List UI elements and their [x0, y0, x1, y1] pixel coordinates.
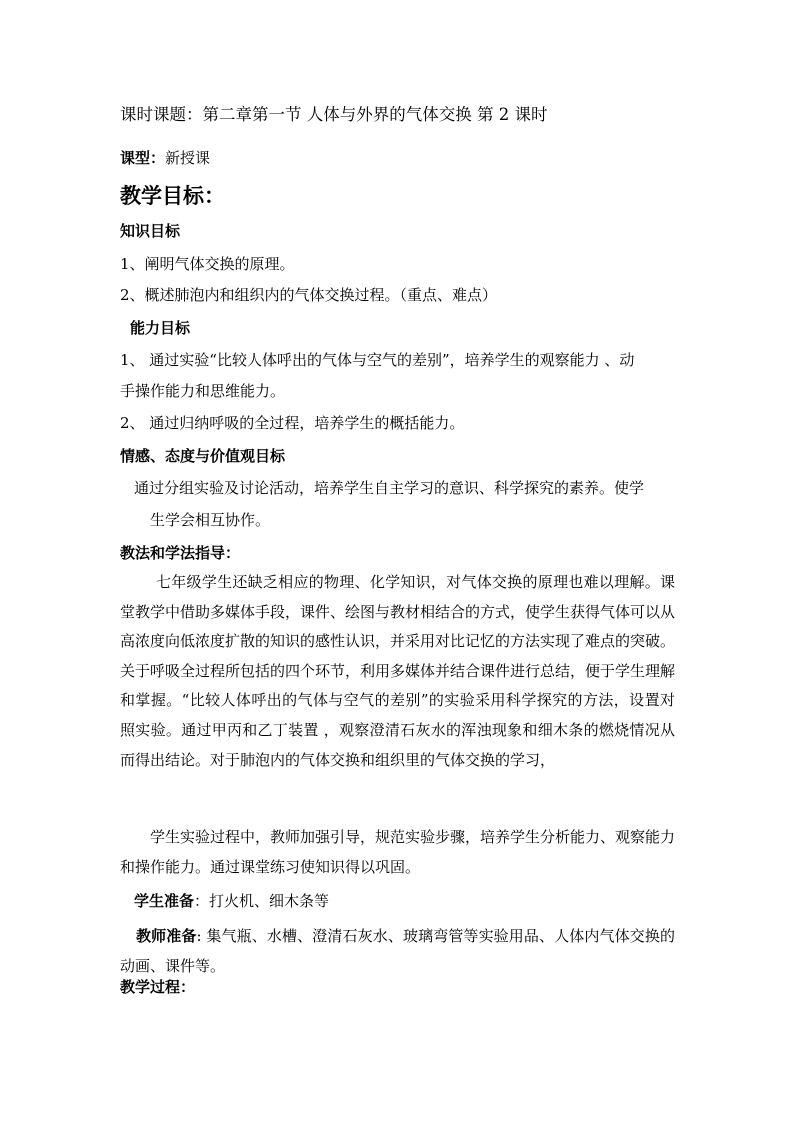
objectives-heading: 教学目标：	[120, 184, 225, 208]
ability-item-2: 2、 通过归纳呼吸的全过程，培养学生的概括能力。	[120, 414, 465, 432]
emotion-heading: 情感、态度与价值观目标	[120, 447, 286, 465]
lesson-type-value: 新授课	[165, 149, 211, 167]
teacher-prep-label: 教师准备	[136, 927, 197, 945]
student-prep	[134, 891, 329, 911]
knowledge-heading: 知识目标	[120, 222, 181, 240]
emotion-line-1: 通过分组实验及讨论活动，培养学生自主学习的意识、科学探究的素养。使学	[134, 479, 645, 497]
method-paragraph-2: 学生实验过程中，教师加强引导，规范实验步骤，培养学生分析能力、观察能力和操作能力。通过课堂练习使知识得以巩固。	[120, 828, 676, 876]
teacher-prep-text: : 集气瓶、水槽、澄清石灰水、玻璃弯管等实验用品、人体内气体交换的动画、课件等。	[120, 927, 675, 975]
student-prep-text: ：打火机、细木条等	[194, 892, 330, 910]
lesson-title: 课时课题：第二章第一节 人体与外界的气体交换 第 2 课时	[120, 105, 548, 124]
lesson-type	[120, 148, 210, 168]
student-prep-label: 学生准备	[134, 892, 195, 910]
method-heading: 教法和学法指导：	[120, 544, 241, 562]
knowledge-item-1: 1、阐明气体交换的原理。	[120, 255, 295, 273]
ability-item-1-line-2: 手操作能力和思维能力。	[120, 382, 286, 400]
process-heading: 教学过程：	[120, 978, 196, 996]
ability-item-1-line-1: 1、 通过实验“比较人体呼出的气体与空气的差别”，培养学生的观察能力 、动	[120, 351, 635, 369]
lesson-type-label: 课型：	[120, 149, 166, 167]
teacher-prep	[120, 922, 675, 981]
emotion-line-2: 生学会相互协作。	[150, 511, 271, 529]
knowledge-item-2: 2、概述肺泡内和组织内的气体交换过程。（重点、难点）	[120, 286, 498, 304]
ability-heading: 能力目标	[130, 319, 191, 337]
method-paragraph-1: 七年级学生还缺乏相应的物理、化学知识，对气体交换的原理也难以理解。课堂教学中借助多媒体手段，课件、绘图与教材相结合的方式，使学生获得气体可以从高浓度向低浓度扩散的知识的感性认识，并采用对比记忆的方法实现了难点的突破。关于呼吸全过程所包括的四个环节，利用多媒体并结合课件进行总结，便于学生理解和掌握。“比较人体呼出的气体与空气的差别”的实验采用科学探究的方法，设置对照实验。通过甲丙和乙丁装置 ，观察澄清石灰水的浑浊现象和细木条的燃烧情况从而得出结论。对于肺泡内的气体交换和组织里的气体交换的学习，	[120, 573, 676, 769]
